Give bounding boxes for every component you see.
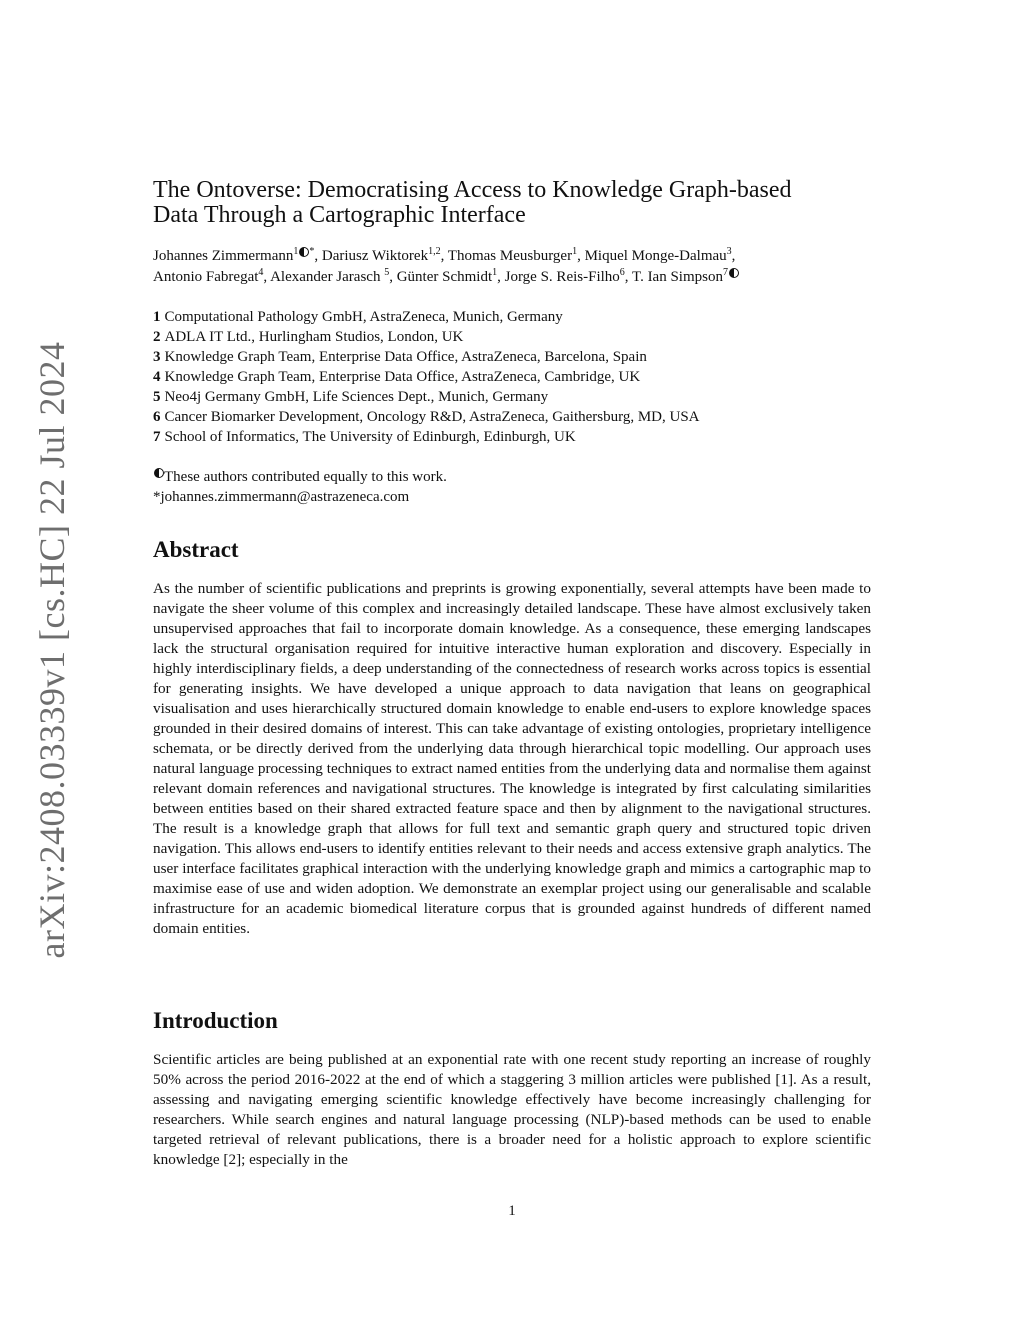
author-name: Dariusz Wiktorek xyxy=(321,248,429,264)
author-affiliation-mark: 1,2 xyxy=(428,246,441,257)
affiliation-item xyxy=(153,407,883,427)
abstract-text: As the number of scientific publications and preprints is growing exponentially, several attempts have been made to navigate the sheer volume of this complex and increasingly detailed landscape. These have almost exclusively taken unsupervised approaches that fail to incorporate domain knowledge. As a consequence, these emerging landscapes lack the structural organisation required for intuitive interactive human exploration and discovery. Especially in highly interdisciplinary fields, a deep understanding of the connectedness of research works across topics is essential for generating insights. We have developed a unique approach to data navigation that leans on geographical visualisation and uses hierarchically structured domain knowledge to enable end-users to explore knowledge spaces grounded in their desired domains of interest. This can take advantage of existing ontologies, proprietary intelligence schemata, or be directly derived from the underlying data through hierarchical topic modelling. Our approach uses natural language processing techniques to extract named entities from the underlying data and normalise them against relevant domain references and navigational structures. The knowledge is integrated by first calculating similarities between entities based on their shared extracted feature space and then by alignment to the navigational structures. The result is a knowledge graph that allows for full text and semantic graph query and structured topic driven navigation. This allows end-users to identify entities relevant to their needs and access extensive graph analytics. The user interface facilitates graphical interaction with the underlying knowledge graph and mimics a cartographic map to maximise ease of use and widen adoption. We demonstrate an exemplar project using our generalisable and scalable infrastructure for an academic biomedical literature corpus that is grounded against hundreds of different named domain entities. xyxy=(153,580,871,937)
author-affiliation-mark: 6 xyxy=(619,267,625,278)
affiliation-text: Cancer Biomarker Development, Oncology R&D, AstraZeneca, Gaithersburg, MD, USA xyxy=(164,409,700,425)
affiliation-number: 3 xyxy=(153,349,161,365)
author-name: Johannes Zimmermann xyxy=(153,248,294,264)
author-affiliation-mark: 5 xyxy=(384,267,390,278)
introduction-text: Scientific articles are being published at an exponential rate with one recent study reporting an increase of roughly 50% across the period 2016-2022 at the end of which a staggering 3 million articles were published [1]. As a result, assessing and navigating emerging scientific knowledge effectively have become increasingly challenging for researchers. While search engines and natural language processing (NLP)-based methods can be used to enable targeted retrieval of relevant publications, there is a broader need for a holistic approach to explore scientific knowledge [2]; especially in the xyxy=(153,1051,871,1168)
affiliation-number: 4 xyxy=(153,369,161,385)
affiliation-item xyxy=(153,307,883,327)
equal-contribution-icon xyxy=(154,468,164,478)
arxiv-identifier-stamp: arXiv:2408.03339v1 [cs.HC] 22 Jul 2024 xyxy=(32,341,72,959)
affiliation-text: Knowledge Graph Team, Enterprise Data Office, AstraZeneca, Barcelona, Spain xyxy=(164,349,647,365)
affiliation-number: 2 xyxy=(153,329,161,345)
affiliation-number: 6 xyxy=(153,409,161,425)
affiliation-item xyxy=(153,367,883,387)
affiliation-text: Neo4j Germany GmbH, Life Sciences Dept., Munich, Germany xyxy=(164,389,549,405)
corresponding-email: *johannes.zimmermann@astrazeneca.com xyxy=(153,489,410,505)
title-line-2: Data Through a Cartographic Interface xyxy=(153,202,526,228)
author-name: T. Ian Simpson xyxy=(632,269,723,285)
title-line-1: The Ontoverse: Democratising Access to Knowledge Graph-based xyxy=(153,177,792,203)
affiliation-text: School of Informatics, The University of Edinburgh, Edinburgh, UK xyxy=(164,429,576,445)
affiliation-text: Computational Pathology GmbH, AstraZeneca, Munich, Germany xyxy=(164,309,563,325)
paper-title xyxy=(153,178,873,228)
corresponding-author-mark: * xyxy=(309,246,315,257)
author-name: Antonio Fabregat xyxy=(153,269,259,285)
affiliation-text: ADLA IT Ltd., Hurlingham Studios, London, UK xyxy=(164,329,464,345)
author-affiliation-mark: 7 xyxy=(722,267,728,278)
affiliation-number: 5 xyxy=(153,389,161,405)
affiliation-item xyxy=(153,427,883,447)
page-number: 1 xyxy=(508,1203,516,1219)
introduction-heading: Introduction xyxy=(153,1008,278,1033)
author-name: Jorge S. Reis-Filho xyxy=(504,269,620,285)
affiliation-number: 7 xyxy=(153,429,161,445)
affiliation-text: Knowledge Graph Team, Enterprise Data Office, AstraZeneca, Cambridge, UK xyxy=(164,369,641,385)
author-affiliation-mark: 1 xyxy=(572,246,578,257)
author-line-1: Johannes Zimmermann$^1$ *, Dariusz Wiktorek$^{1,2}$, Thomas Meusburger$^1$, Miquel Monge-Dalmau$^3$, xyxy=(153,246,736,264)
author-affiliation-mark: 4 xyxy=(258,267,264,278)
equal-contribution-icon xyxy=(299,247,309,257)
affiliation-item xyxy=(153,347,883,367)
affiliation-list xyxy=(153,307,883,447)
author-name: Thomas Meusburger xyxy=(447,248,573,264)
author-name: Miquel Monge-Dalmau xyxy=(584,248,727,264)
affiliation-item xyxy=(153,327,883,347)
affiliation-number: 1 xyxy=(153,309,161,325)
author-affiliation-mark: 1 xyxy=(293,246,299,257)
author-name: Alexander Jarasch xyxy=(270,269,381,285)
affiliation-item xyxy=(153,387,883,407)
author-affiliation-mark: 1 xyxy=(492,267,498,278)
author-list xyxy=(153,246,883,288)
author-notes xyxy=(153,467,883,507)
equal-contribution-icon xyxy=(729,268,739,278)
abstract-heading: Abstract xyxy=(153,537,239,562)
equal-contribution-note: These authors contributed equally to this work. xyxy=(153,467,883,487)
author-affiliation-mark: 3 xyxy=(726,246,732,257)
author-line-2: Antonio Fabregat$^4$, Alexander Jarasch $^5$, Günter Schmidt$^1$, Jorge S. Reis-Filho$^6$, T. Ian Simpson$^7$ xyxy=(153,267,883,288)
author-name: Günter Schmidt xyxy=(396,269,493,285)
